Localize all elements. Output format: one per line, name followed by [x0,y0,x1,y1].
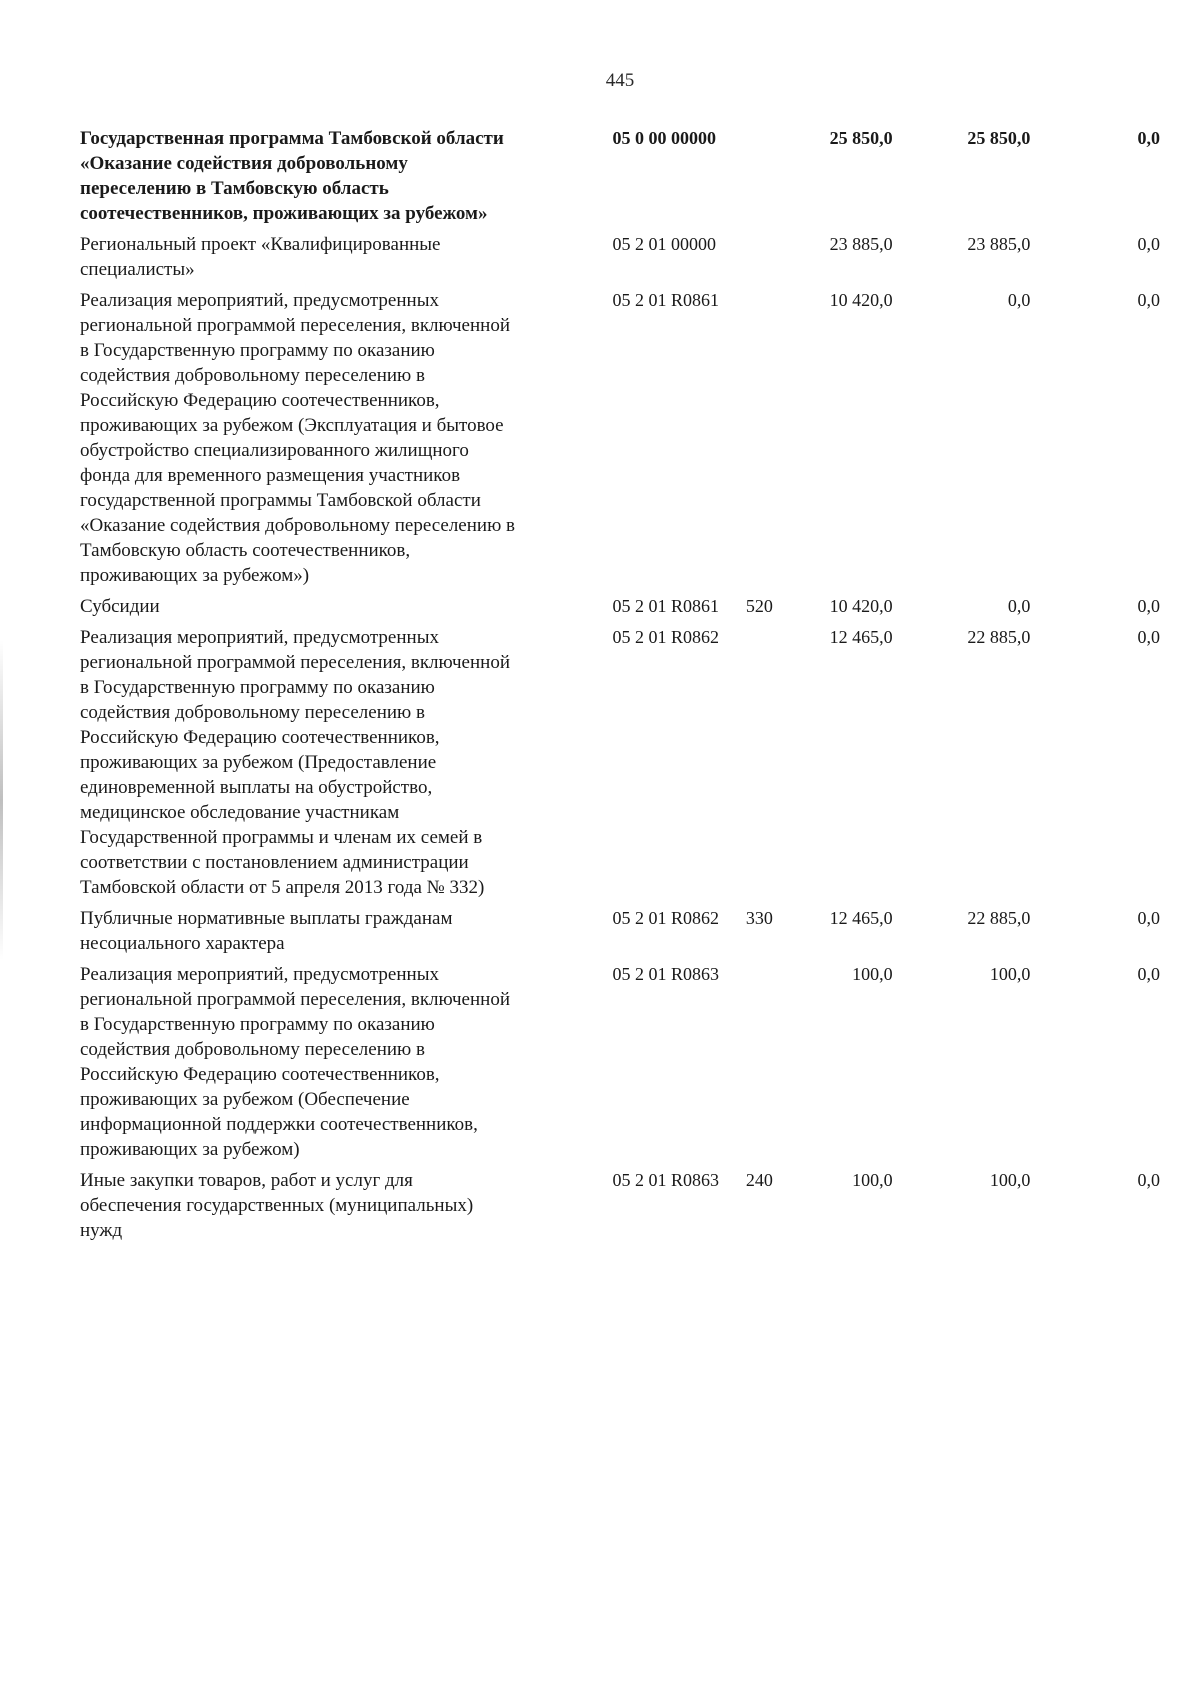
row-value-1: 10 420,0 [829,290,893,310]
row-code: 05 2 01 R0861 [612,290,720,310]
row-value-3: 0,0 [1137,908,1160,928]
table-row [80,962,1160,1162]
row-value-2: 22 885,0 [967,627,1031,647]
row-name: Публичные нормативные выплаты гражданам несоциального характера [80,908,453,954]
row-name: Реализация мероприятий, предусмотренных региональной программой переселения, включенной в Государственную программу по оказанию содействия добровольному переселению в Российскую Федерацию соотечественников, проживающих за рубежом (Эксплуатация и бытовое обустройство специализированного жилищного фонда для временного размещения участников государственной программы Тамбовской области «Оказание содействия добровольному переселению в Тамбовскую область соотечественников, проживающих за рубежом») [80,290,515,586]
row-value-2: 25 850,0 [967,128,1031,148]
table-row [80,232,1160,282]
row-value-3: 0,0 [1137,964,1160,984]
row-name: Иные закупки товаров, работ и услуг для обеспечения государственных (муниципальных) нужд [80,1170,474,1241]
row-value-2: 22 885,0 [967,908,1031,928]
row-value-3: 0,0 [1137,290,1160,310]
row-code: 05 0 00 00000 [612,128,717,148]
row-value-2: 23 885,0 [967,234,1031,254]
row-value-1: 25 850,0 [829,128,893,148]
table-row [80,126,1160,226]
row-value-3: 0,0 [1137,1170,1160,1190]
row-value-2: 100,0 [989,964,1031,984]
row-value-2: 0,0 [1007,596,1031,616]
row-code: 05 2 01 R0862 [612,908,720,928]
row-name: Реализация мероприятий, предусмотренных региональной программой переселения, включенной в Государственную программу по оказанию содействия добровольному переселению в Российскую Федерацию соотечественников, проживающих за рубежом (Предоставление единовременной выплаты на обустройство, медицинское обследование участникам Государственной программы и членам их семей в соответствии с постановлением администрации Тамбовской области от 5 апреля 2013 года № 332) [80,627,510,898]
row-value-3: 0,0 [1137,234,1160,254]
row-value-1: 12 465,0 [829,908,893,928]
table-row [80,625,1160,900]
row-code: 05 2 01 00000 [612,234,717,254]
row-value-3: 0,0 [1137,128,1160,148]
row-expense-type: 240 [745,1170,773,1190]
table-row [80,288,1160,588]
row-name: Государственная программа Тамбовской области «Оказание содействия добровольному переселению в Тамбовскую область соотечественников, проживающих за рубежом» [80,128,504,224]
row-name: Региональный проект «Квалифицированные специалисты» [80,234,441,280]
row-value-3: 0,0 [1137,627,1160,647]
row-code: 05 2 01 R0863 [612,1170,720,1190]
row-expense-type: 330 [745,908,773,928]
row-value-1: 100,0 [852,964,893,984]
row-code: 05 2 01 R0861 [612,596,720,616]
row-value-1: 12 465,0 [829,627,893,647]
row-value-3: 0,0 [1137,596,1160,616]
row-code: 05 2 01 R0863 [612,964,720,984]
row-value-1: 10 420,0 [829,596,893,616]
scan-edge-shadow [0,640,3,960]
row-value-1: 23 885,0 [829,234,893,254]
row-expense-type: 520 [745,596,773,616]
page-number: 445 [605,70,635,91]
row-name: Субсидии [80,596,160,617]
row-value-1: 100,0 [852,1170,893,1190]
row-code: 05 2 01 R0862 [612,627,720,647]
row-value-2: 100,0 [989,1170,1031,1190]
row-value-2: 0,0 [1007,290,1031,310]
row-name: Реализация мероприятий, предусмотренных региональной программой переселения, включенной в Государственную программу по оказанию содействия добровольному переселению в Российскую Федерацию соотечественников, проживающих за рубежом (Обеспечение информационной поддержки соотечественников, проживающих за рубежом) [80,964,510,1160]
budget-table [80,126,1160,1249]
table-row [80,594,1160,619]
table-row [80,1168,1160,1243]
table-row [80,906,1160,956]
